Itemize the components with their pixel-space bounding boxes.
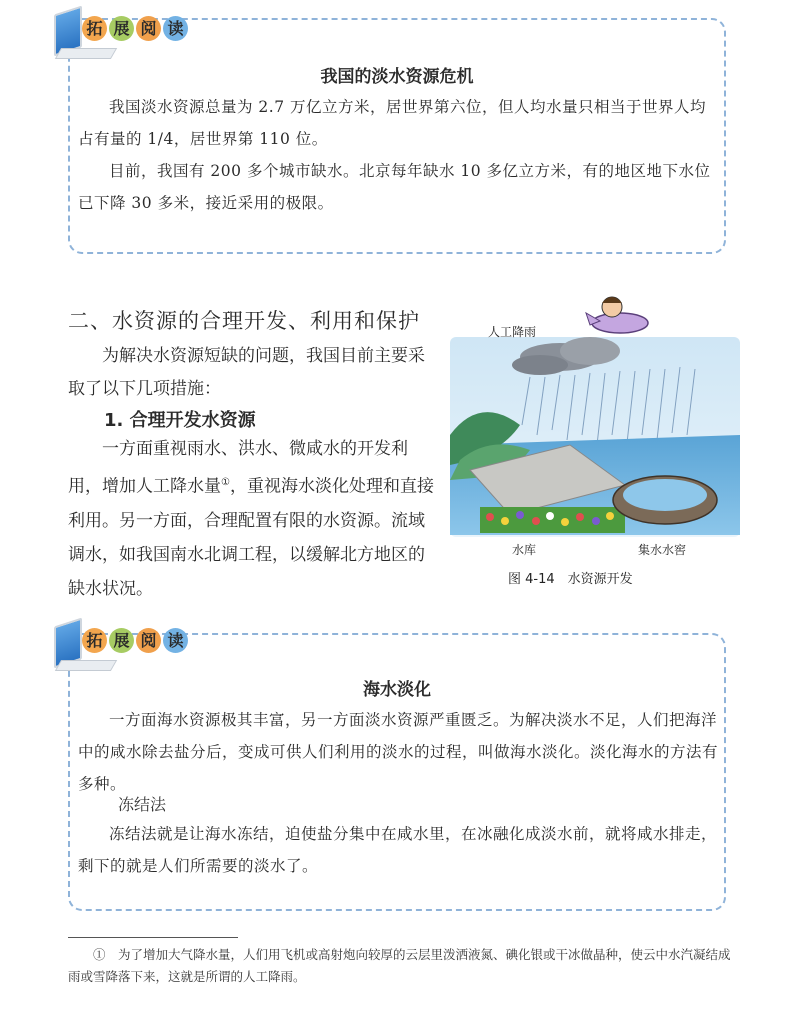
- badge-char: 读: [163, 16, 188, 41]
- flower-bed: [480, 507, 625, 533]
- method-heading: 冻结法: [118, 795, 167, 814]
- section-intro: 为解决水资源短缺的问题，我国目前主要采取了以下几项措施：: [68, 346, 425, 399]
- footnote-divider: [68, 937, 238, 938]
- paragraph: 冻结法就是让海水冻结，迫使盐分集中在咸水里，在冰融化成淡水前，就将咸水排走，剩下的就是人们所需要的淡水了。: [78, 825, 718, 875]
- badge-char: 展: [109, 628, 134, 653]
- extended-reading-badge: [50, 618, 220, 678]
- footnote: ① 为了增加大气降水量，人们用飞机或高射炮向较厚的云层里泼洒液氮、碘化银或干冰做晶种，使云中水汽凝结成雨或雪降落下来，这就是所谓的人工降雨。: [68, 947, 731, 984]
- paragraph: 目前，我国有 200 多个城市缺水。北京每年缺水 10 多亿立方米，有的地区地下水位已下降 30 多米，接近采用的极限。: [78, 162, 711, 212]
- footnote-mark: ①: [221, 477, 230, 488]
- paragraph: 一方面海水资源极其丰富，另一方面淡水资源严重匮乏。为解决淡水不足，人们把海洋中的咸水除去盐分后，变成可供人们利用的淡水的过程，叫做海水淡化。淡化海水的方法有多种。: [78, 711, 719, 793]
- badge-char: 展: [109, 16, 134, 41]
- subsection-heading: 1. 合理开发水资源: [104, 410, 256, 431]
- keyboard-icon: [55, 660, 117, 671]
- badge-char: 读: [163, 628, 188, 653]
- badge-char: 阅: [136, 628, 161, 653]
- label-reservoir: 水库: [512, 543, 537, 557]
- keyboard-icon: [55, 48, 117, 59]
- figure-caption: 图 4-14 水资源开发: [508, 572, 633, 587]
- badge-char: 阅: [136, 16, 161, 41]
- text-after: ，重视海水淡化处理和直接利用。另一方面，合理配置有限的水资源。流域调水，如我国南水北调工程，以缓解北方地区的缺水状况。: [68, 476, 434, 599]
- figure-water-development: [450, 285, 750, 585]
- text-before: 一方面重视雨水、洪水、微咸水的开发利用，增加人工降水量: [68, 439, 408, 497]
- extended-reading-badge: [50, 6, 220, 66]
- box-title: 海水淡化: [363, 680, 431, 700]
- section-heading: 二、水资源的合理开发、利用和保护: [68, 309, 420, 333]
- label-water-cellar: 集水水窖: [638, 543, 687, 557]
- subsection-text: [68, 432, 440, 606]
- badge-char: 拓: [82, 16, 107, 41]
- badge-char: 拓: [82, 628, 107, 653]
- box-title: 我国的淡水资源危机: [320, 67, 474, 87]
- paragraph: 我国淡水资源总量为 2.7 万亿立方米，居世界第六位，但人均水量只相当于世界人均占有量的 1/4，居世界第 110 位。: [78, 98, 707, 148]
- label-artificial-rain: 人工降雨: [488, 325, 537, 339]
